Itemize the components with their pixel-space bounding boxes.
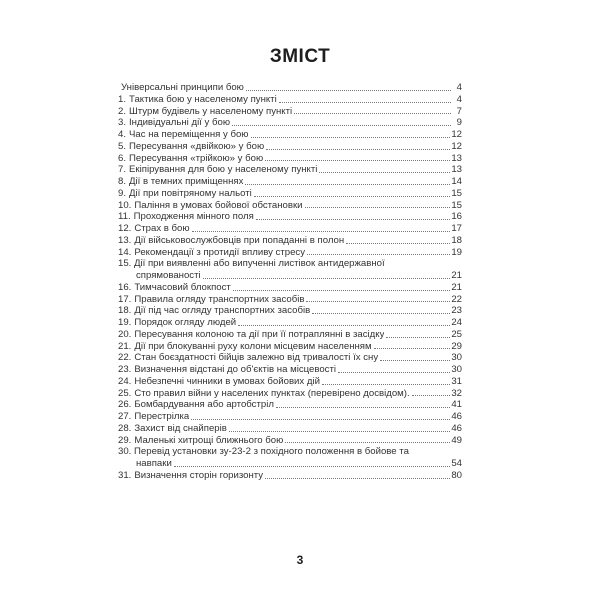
dot-leader (233, 289, 451, 291)
toc-entry-page: 29 (451, 340, 462, 352)
toc-entry-number: 1. (118, 93, 127, 105)
toc-entry-page: 49 (451, 434, 462, 446)
toc-entry[interactable] (118, 129, 462, 141)
toc-entry-label: Тимчасовий блокпост (134, 281, 231, 293)
toc-entry-page: 4 (456, 93, 462, 105)
toc-entry-label: Порядок огляду людей (134, 317, 237, 328)
toc-entry-page: 23 (451, 305, 462, 317)
toc-entry-label: Правила огляду транспортних засобів (134, 293, 305, 305)
dot-leader (229, 430, 450, 432)
toc-entry-label: Стан боєздатності бійців залежно від тривалості їх сну (134, 352, 379, 364)
toc-entry-page: 30 (451, 364, 462, 375)
dot-leader (285, 441, 450, 443)
toc-entry[interactable] (118, 258, 462, 282)
dot-leader (306, 300, 450, 302)
toc-entry-number: 31. (118, 469, 132, 481)
page-number: 3 (296, 553, 304, 567)
toc-entry-label: Визначення відстані до об'єктів на місцевості (134, 364, 336, 375)
toc-entry-page: 13 (451, 152, 462, 164)
toc-entry-number: 11. (118, 211, 131, 223)
toc-entry[interactable] (118, 294, 462, 306)
dot-leader (265, 159, 450, 161)
toc-entry-label: Перестрілка (134, 411, 190, 422)
toc-entry-number: 29. (118, 434, 132, 446)
dot-leader (338, 371, 450, 373)
toc-entry[interactable] (118, 164, 462, 176)
dot-leader (246, 89, 451, 91)
dot-leader (312, 312, 450, 314)
toc-entry[interactable] (118, 94, 462, 106)
dot-leader (256, 218, 451, 220)
dot-leader (254, 195, 451, 197)
toc-entry-label: Час на переміщення у бою (129, 129, 249, 140)
toc-entry[interactable] (118, 329, 462, 341)
toc-entry-label-continued: спрямованості (136, 270, 201, 281)
toc-entry-number: 10. (118, 199, 132, 211)
toc-entry-label-continued: навпаки (136, 458, 172, 469)
dot-leader (251, 136, 451, 138)
toc-entry[interactable] (118, 388, 462, 400)
toc-entry-number: 21. (118, 340, 132, 352)
toc-entry-label: Дії при блокуванні руху колони місцевим населенням (134, 340, 372, 352)
dot-leader (319, 171, 450, 173)
toc-title: ЗМІСТ (269, 46, 331, 67)
toc-entry-label: Пересування «двійкою» у бою (129, 140, 265, 152)
dot-leader (346, 242, 450, 244)
toc-entry-page: 30 (451, 352, 462, 364)
toc-entry-page: 4 (456, 82, 462, 93)
toc-entry-label: Перевід установки зу-23-2 з похідного положення в бойове та (134, 446, 409, 458)
toc-entry-label: Захист від снайперів (134, 422, 227, 434)
toc-entry-page: 80 (451, 469, 462, 481)
toc-entry-label: Дії при виявленні або випученні листівок антидержавної (134, 258, 385, 270)
toc-entry-label: Тактика бою у населеному пункті (129, 93, 277, 105)
toc-entry-label: Маленькі хитрощі ближнього бою (134, 434, 284, 446)
toc-entry-number: 5. (118, 140, 127, 152)
toc-entry[interactable] (118, 341, 462, 353)
toc-entry-label: Визначення сторін горизонту (134, 469, 264, 481)
toc-entry[interactable] (118, 435, 462, 447)
dot-leader (203, 277, 451, 279)
dot-leader (265, 477, 450, 479)
toc-entry-number: 27. (118, 411, 132, 422)
toc-entry-label: Сто правил війни у населених пунктах (перевірено досвідом). (134, 387, 410, 399)
toc-entry-page: 19 (451, 246, 462, 258)
toc-entry-page: 31 (451, 375, 462, 387)
toc-entry-number: 26. (118, 399, 132, 411)
toc-entry[interactable] (118, 470, 462, 482)
toc-entry[interactable] (118, 446, 462, 470)
dot-leader (322, 383, 450, 385)
toc-entry-number: 8. (118, 176, 127, 187)
dot-leader (174, 465, 451, 467)
toc-entry-page: 46 (451, 411, 462, 422)
toc-entry-number: 25. (118, 387, 132, 399)
toc-entry-page: 9 (456, 117, 462, 129)
toc-entry-label: Індивідуальні дії у бою (129, 117, 231, 129)
table-of-contents (118, 82, 462, 482)
dot-leader (245, 183, 450, 185)
toc-entry-number: 14. (118, 246, 132, 258)
toc-entry-number: 24. (118, 375, 132, 387)
toc-entry-page: 15 (451, 199, 462, 211)
toc-entry-page: 46 (451, 422, 462, 434)
toc-entry[interactable] (118, 317, 462, 329)
toc-entry-number: 30. (118, 446, 132, 458)
toc-entry-page: 17 (451, 223, 462, 234)
toc-entry[interactable] (118, 176, 462, 188)
toc-entry-page: 54 (451, 458, 462, 469)
toc-entry-number: 18. (118, 305, 132, 317)
toc-entry-number: 23. (118, 364, 132, 375)
toc-entry[interactable] (118, 223, 462, 235)
dot-leader (380, 359, 450, 361)
toc-entry[interactable] (118, 352, 462, 364)
dot-leader (276, 406, 450, 408)
toc-entry-page: 14 (451, 176, 462, 187)
dot-leader (386, 336, 450, 338)
dot-leader (279, 101, 451, 103)
toc-entry[interactable] (118, 399, 462, 411)
toc-entry-label: Штурм будівель у населеному пункті (129, 105, 293, 117)
toc-entry-number: 9. (118, 187, 127, 199)
toc-entry-label: Дії в темних приміщеннях (129, 176, 244, 187)
toc-entry[interactable] (118, 117, 462, 129)
toc-entry[interactable] (118, 200, 462, 212)
toc-entry-page: 18 (451, 234, 462, 246)
toc-entry[interactable] (118, 141, 462, 153)
toc-entry-label: Проходження мінного поля (133, 211, 254, 223)
toc-entry-page: 24 (451, 317, 462, 328)
toc-entry-number: 17. (118, 293, 132, 305)
toc-entry[interactable] (118, 423, 462, 435)
toc-entry-number: 16. (118, 281, 132, 293)
toc-entry-label: Дії військовослужбовців при попаданні в полон (134, 234, 345, 246)
toc-entry-number: 15. (118, 258, 132, 270)
toc-entry-label: Паління в умовах бойової обстановки (134, 199, 303, 211)
toc-entry-label: Дії при повітряному нальоті (129, 187, 252, 199)
toc-entry-page: 12 (451, 129, 462, 140)
toc-entry-label: Універсальні принципи бою (121, 82, 244, 93)
toc-entry-number: 13. (118, 234, 132, 246)
toc-entry-page: 32 (451, 387, 462, 399)
dot-leader (294, 112, 451, 114)
dot-leader (238, 324, 450, 326)
toc-entry-page: 15 (451, 187, 462, 199)
toc-entry-page: 16 (451, 211, 462, 223)
toc-entry[interactable] (118, 376, 462, 388)
toc-entry-label: Бомбардування або артобстріл (134, 399, 274, 411)
toc-entry[interactable] (118, 211, 462, 223)
toc-entry[interactable] (118, 153, 462, 165)
dot-leader (232, 124, 451, 126)
toc-entry[interactable] (118, 411, 462, 423)
toc-entry-page: 13 (451, 164, 462, 176)
toc-entry[interactable] (118, 282, 462, 294)
toc-entry[interactable] (118, 188, 462, 200)
toc-entry-number: 2. (118, 105, 127, 117)
toc-entry-page: 12 (451, 140, 462, 152)
toc-entry-number: 19. (118, 317, 132, 328)
toc-entry-number: 20. (118, 328, 132, 340)
toc-entry-number: 6. (118, 152, 127, 164)
toc-entry-label: Дії під час огляду транспортних засобів (134, 305, 311, 317)
toc-entry[interactable] (118, 106, 462, 118)
toc-entry-page: 22 (451, 293, 462, 305)
dot-leader (374, 347, 451, 349)
toc-entry-label: Пересування «трійкою» у бою (129, 152, 264, 164)
toc-entry-label: Рекомендації з протидії впливу стресу (134, 246, 306, 258)
toc-entry-page: 21 (451, 281, 462, 293)
toc-entry-number: 7. (118, 164, 127, 176)
dot-leader (191, 418, 450, 420)
toc-entry[interactable] (118, 364, 462, 376)
toc-entry-label: Пересування колоною та дії при її потраплянні в засідку (134, 328, 385, 340)
toc-entry[interactable] (118, 247, 462, 259)
toc-entry-page: 7 (456, 105, 462, 117)
toc-entry-label: Небезпечні чинники в умовах бойових дій (134, 375, 320, 387)
dot-leader (412, 394, 451, 396)
dot-leader (307, 253, 450, 255)
toc-entry-page: 25 (451, 328, 462, 340)
toc-entry-label: Екіпірування для бою у населеному пункті (129, 164, 318, 176)
toc-entry-number: 3. (118, 117, 127, 129)
toc-entry-number: 12. (118, 223, 132, 234)
toc-entry-number: 28. (118, 422, 132, 434)
toc-entry[interactable] (118, 82, 462, 94)
toc-entry[interactable] (118, 305, 462, 317)
dot-leader (266, 148, 450, 150)
toc-entry-page: 41 (451, 399, 462, 411)
toc-entry-number: 22. (118, 352, 132, 364)
dot-leader (192, 230, 451, 232)
toc-entry-number: 4. (118, 129, 127, 140)
toc-entry-label: Страх в бою (134, 223, 190, 234)
toc-entry[interactable] (118, 235, 462, 247)
toc-entry-page: 21 (451, 270, 462, 281)
dot-leader (305, 206, 451, 208)
